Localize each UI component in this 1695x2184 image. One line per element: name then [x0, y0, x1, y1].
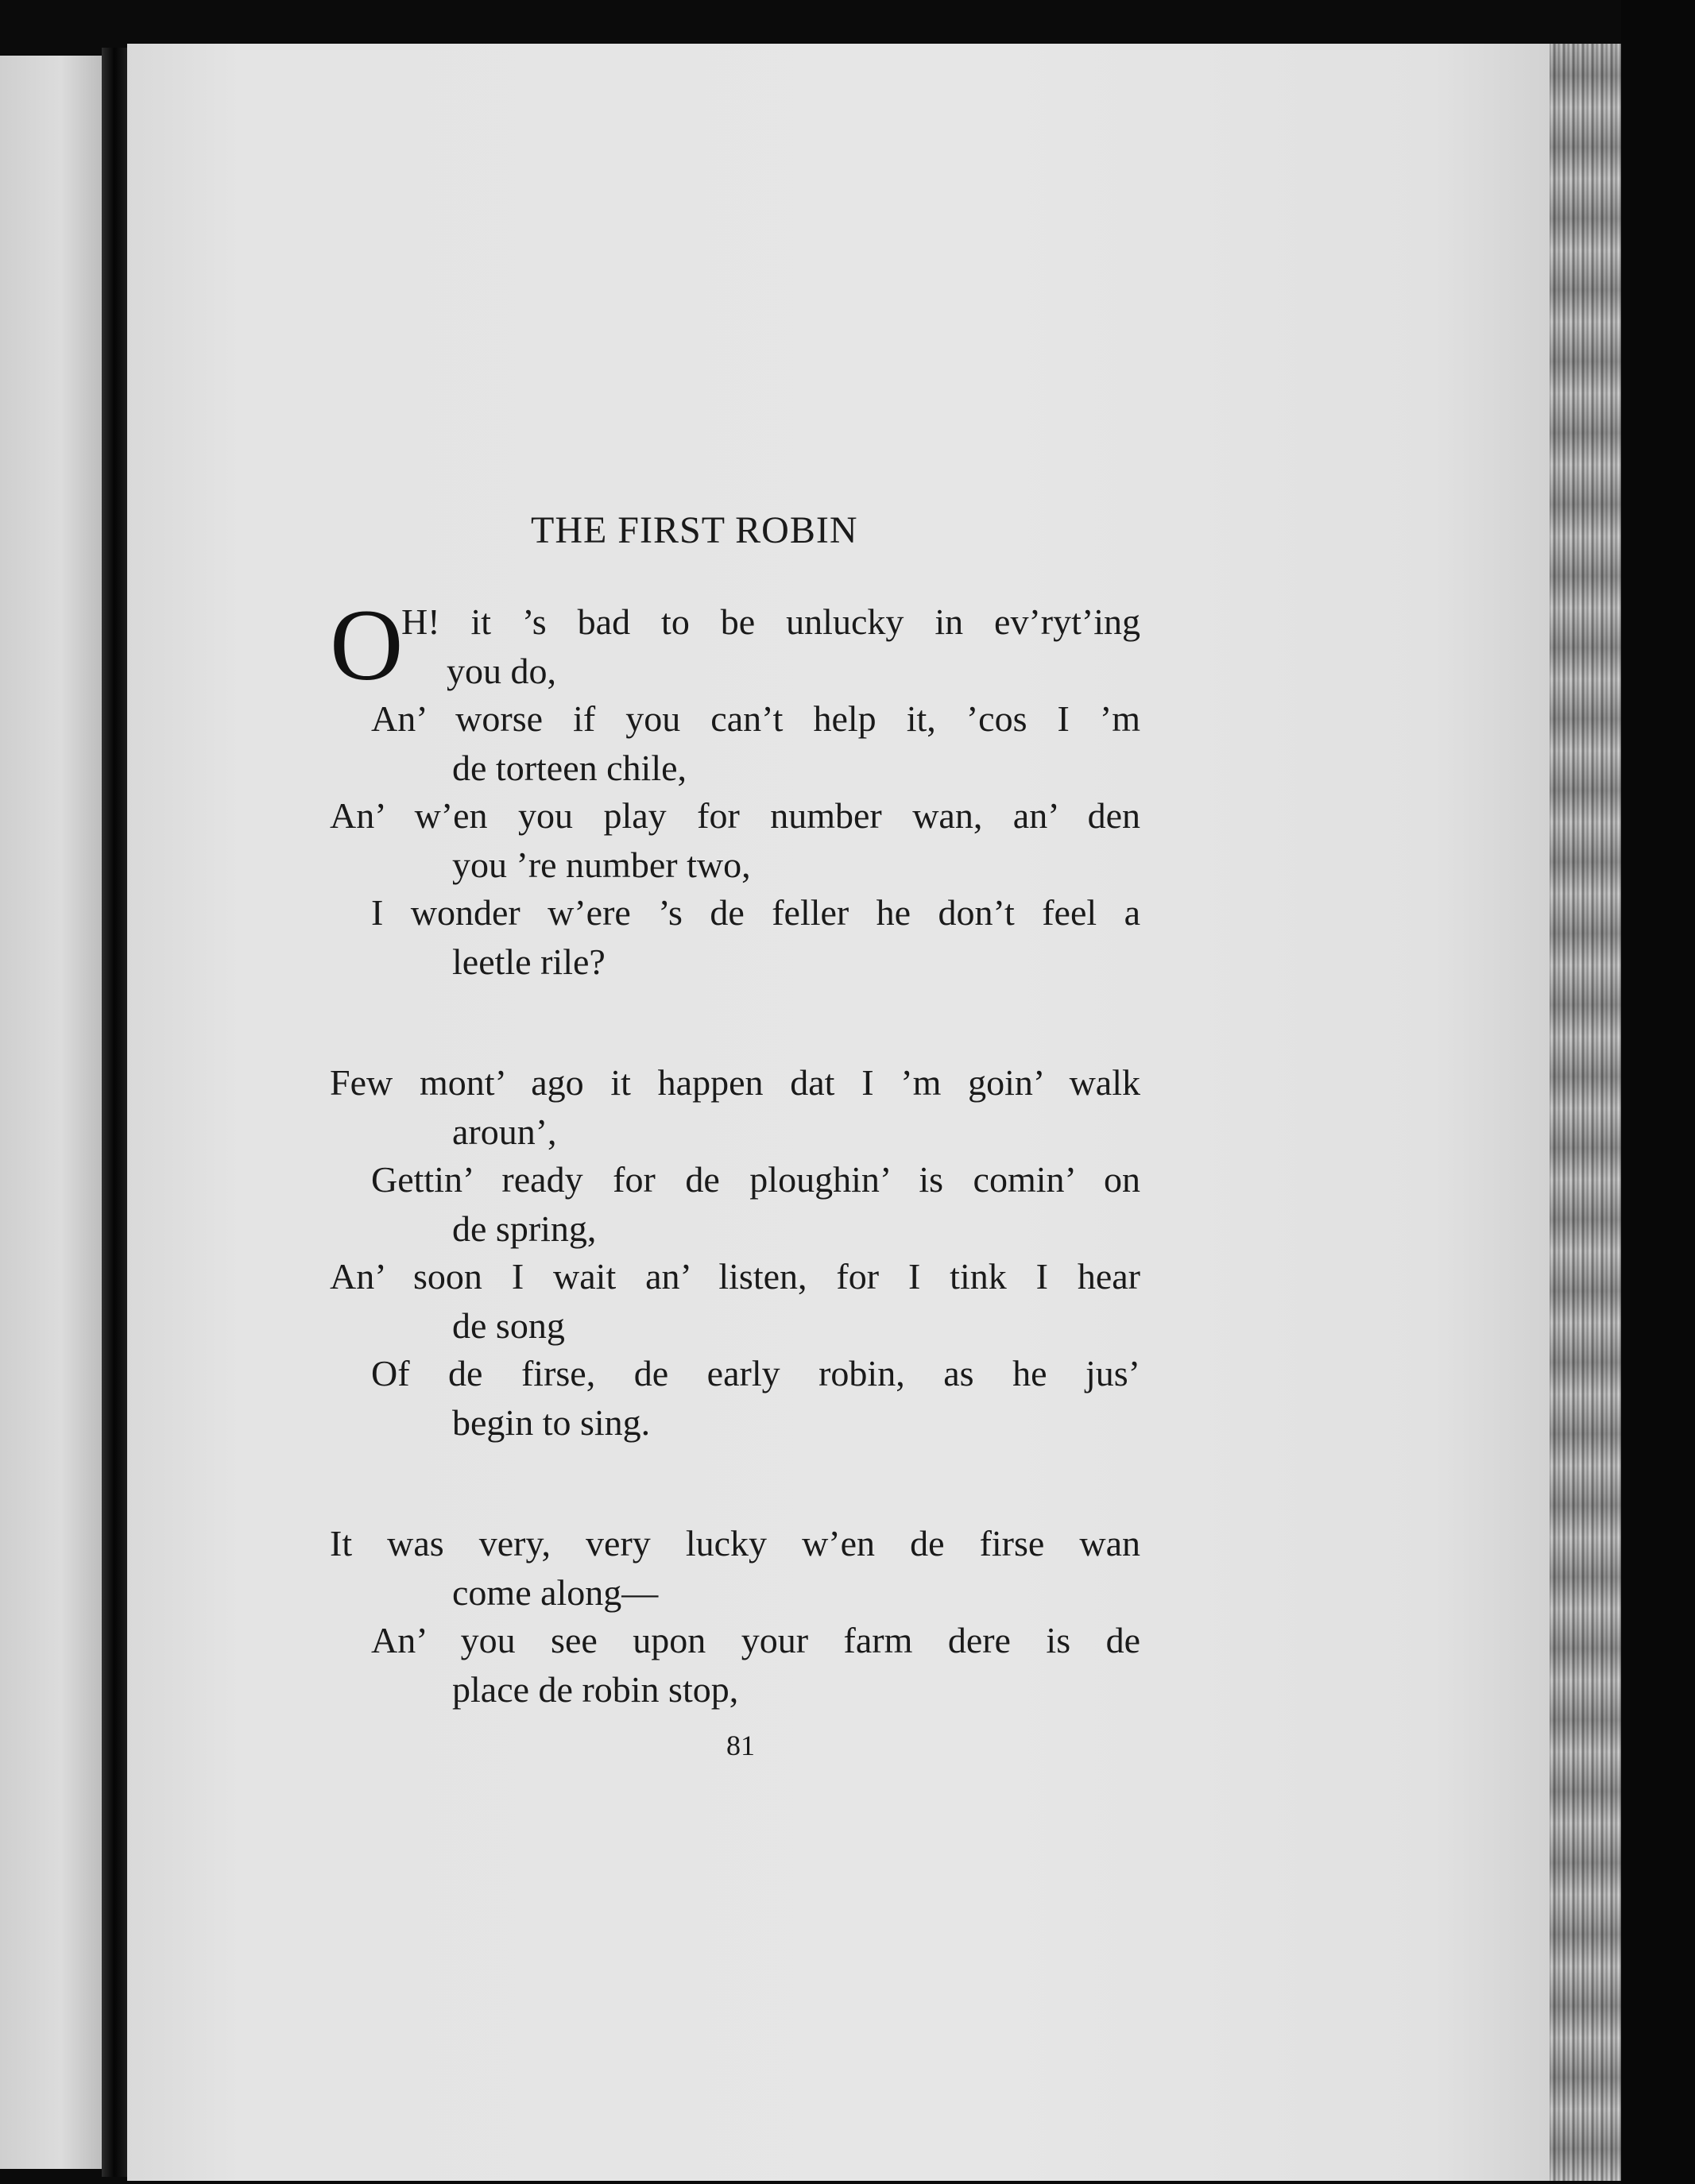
poem-title: THE FIRST ROBIN [531, 509, 858, 551]
poem-line: you do, [447, 651, 556, 691]
page-fore-edge [1550, 44, 1621, 2181]
poem-line: Gettin’ ready for de ploughin’ is comin’ on [371, 1159, 1140, 1200]
poem-line: An’ soon I wait an’ listen, for I tink I hear [330, 1256, 1140, 1297]
previous-page-edge [0, 56, 102, 2169]
poem-line: An’ you see upon your farm dere is de [371, 1620, 1140, 1660]
poem-line: de spring, [452, 1208, 597, 1249]
poem-line: Of de firse, de early robin, as he jus’ [371, 1353, 1140, 1394]
poem-line: An’ worse if you can’t help it, ’cos I ’m [371, 698, 1140, 739]
page-number: 81 [726, 1730, 755, 1761]
poem-line: begin to sing. [452, 1402, 651, 1443]
drop-cap: O [330, 589, 404, 702]
poem-line: aroun’, [452, 1111, 557, 1152]
poem-line: An’ w’en you play for number wan, an’ den [330, 795, 1140, 836]
scan-background [1621, 0, 1695, 2184]
poem-line: It was very, very lucky w’en de firse wan [330, 1523, 1140, 1564]
book-gutter [102, 48, 127, 2177]
poem-line: I wonder w’ere ’s de feller he don’t feel a [371, 892, 1140, 933]
poem-line: you ’re number two, [452, 845, 751, 885]
poem-line: H! it ’s bad to be unlucky in ev’ryt’ing [401, 601, 1140, 642]
poem-line: leetle rile? [452, 941, 606, 982]
poem-line: come along— [452, 1572, 659, 1613]
poem-line: de song [452, 1305, 565, 1346]
poem-line: place de robin stop, [452, 1669, 739, 1710]
poem-line: de torteen chile, [452, 748, 687, 788]
page [127, 44, 1550, 2181]
poem-line: Few mont’ ago it happen dat I ’m goin’ walk [330, 1062, 1140, 1103]
